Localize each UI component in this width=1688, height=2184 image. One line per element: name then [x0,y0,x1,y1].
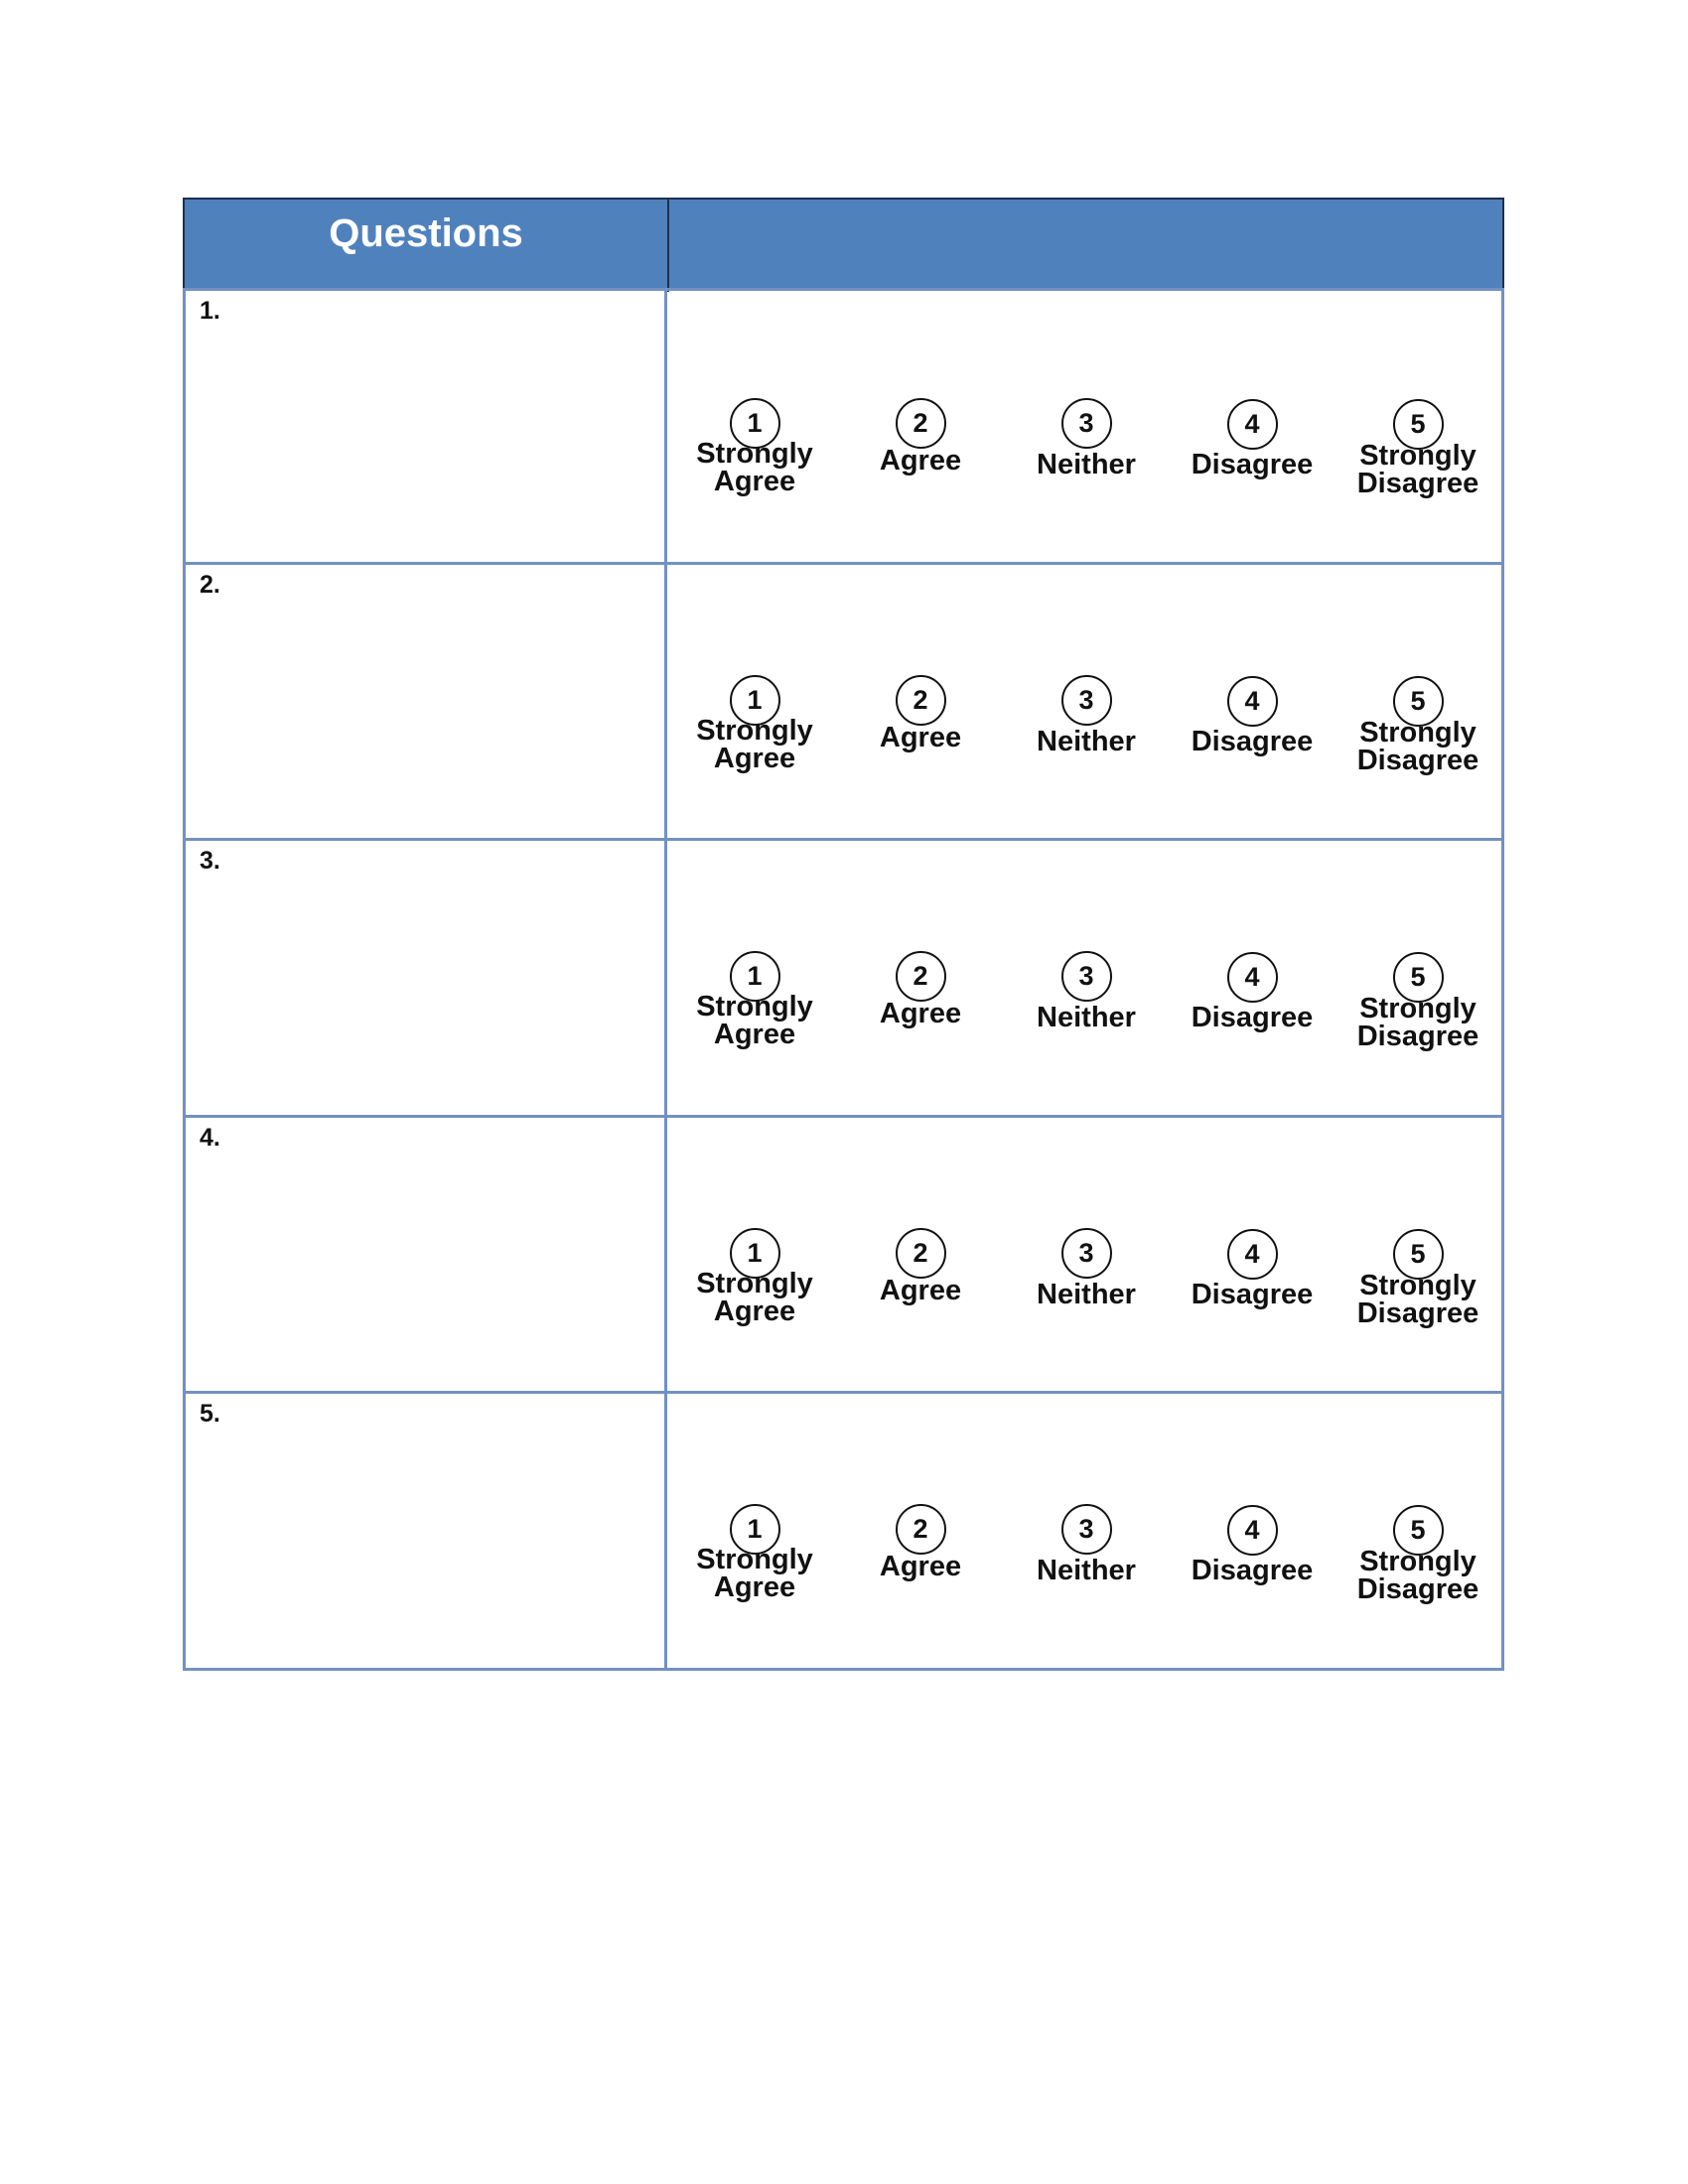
rating-option-label: Disagree [1191,1002,1314,1033]
rating-option-4-circle[interactable]: 4 [1227,399,1278,450]
rating-option-label: Strongly [1359,440,1477,472]
rating-option-2-circle[interactable]: 2 [896,398,946,449]
question-number: 5. [200,1400,220,1428]
rating-option-label: Disagree [1191,1278,1314,1310]
rating-option-5-circle[interactable]: 5 [1393,1505,1444,1556]
survey-table [183,198,1504,1672]
question-cell[interactable] [186,841,667,1115]
rating-option-label: Agree [713,466,796,497]
rating-option-2-circle[interactable]: 2 [896,675,946,726]
rating-option-label: Strongly [696,1544,813,1575]
rating-option-3-circle[interactable]: 3 [1061,398,1112,449]
question-cell[interactable] [186,1394,667,1668]
question-cell[interactable] [186,291,667,562]
rating-option-label: Agree [713,1295,796,1327]
question-row [183,562,1504,842]
rating-option-1-circle[interactable]: 1 [730,398,780,449]
rating-option-2-circle[interactable]: 2 [896,951,946,1002]
question-number: 3. [200,847,220,875]
rating-option-1-circle[interactable]: 1 [730,675,780,726]
questions-header: Questions [329,211,523,255]
rating-option-label: Neither [1037,1002,1136,1033]
rating-option-5-circle[interactable]: 5 [1393,952,1444,1003]
question-cell[interactable] [186,565,667,839]
rating-option-label: Disagree [1356,1021,1479,1052]
rating-option-label: Strongly [696,1267,813,1299]
rating-option-4-circle[interactable]: 4 [1227,1229,1278,1280]
rating-option-label: Disagree [1191,449,1314,480]
rating-option-5-circle[interactable]: 5 [1393,399,1444,450]
rating-option-2-circle[interactable]: 2 [896,1228,946,1279]
rating-option-label: Disagree [1356,744,1479,776]
rating-option-label: Strongly [696,991,813,1023]
rating-option-label: Disagree [1356,1573,1479,1605]
rating-option-4-circle[interactable]: 4 [1227,1505,1278,1556]
rating-option-label: Agree [879,721,962,753]
rating-option-label: Neither [1037,725,1136,757]
rating-option-label: Strongly [1359,716,1477,749]
table-header [183,198,1504,290]
rating-option-label: Agree [879,1551,962,1582]
rating-option-label: Agree [713,1019,796,1050]
rating-option-4-circle[interactable]: 4 [1227,952,1278,1003]
rating-option-label: Disagree [1356,1297,1479,1329]
question-row [183,1391,1504,1671]
rating-option-label: Neither [1037,1278,1136,1310]
rating-option-1-circle[interactable]: 1 [730,951,780,1002]
rating-option-label: Strongly [696,438,813,470]
rating-option-4-circle[interactable]: 4 [1227,676,1278,727]
rating-option-1-circle[interactable]: 1 [730,1228,780,1279]
rating-option-label: Agree [879,445,962,477]
rating-option-1-circle[interactable]: 1 [730,1504,780,1555]
rating-option-label: Strongly [1359,1269,1477,1301]
rating-option-5-circle[interactable]: 5 [1393,676,1444,727]
question-row [183,288,1504,565]
rating-option-label: Strongly [1359,1546,1477,1577]
rating-option-3-circle[interactable]: 3 [1061,1504,1112,1555]
rating-option-3-circle[interactable]: 3 [1061,951,1112,1002]
rating-option-label: Disagree [1356,468,1479,499]
rating-option-label: Neither [1037,449,1136,480]
rating-option-2-circle[interactable]: 2 [896,1504,946,1555]
question-number: 4. [200,1123,220,1152]
rating-option-label: Neither [1037,1555,1136,1586]
rating-option-label: Strongly [696,714,813,747]
rating-option-3-circle[interactable]: 3 [1061,1228,1112,1279]
rating-option-5-circle[interactable]: 5 [1393,1229,1444,1280]
rating-option-label: Agree [879,998,962,1029]
rating-option-label: Disagree [1191,1555,1314,1586]
rating-option-label: Strongly [1359,993,1477,1024]
rating-option-3-circle[interactable]: 3 [1061,675,1112,726]
question-number: 2. [200,570,220,599]
question-cell[interactable] [186,1118,667,1392]
question-number: 1. [200,297,220,325]
question-row [183,1115,1504,1395]
rating-option-label: Agree [713,1571,796,1603]
question-row [183,838,1504,1118]
rating-option-label: Agree [713,742,796,774]
rating-option-label: Disagree [1191,725,1314,757]
header-divider [667,200,669,292]
rating-option-label: Agree [879,1274,962,1306]
